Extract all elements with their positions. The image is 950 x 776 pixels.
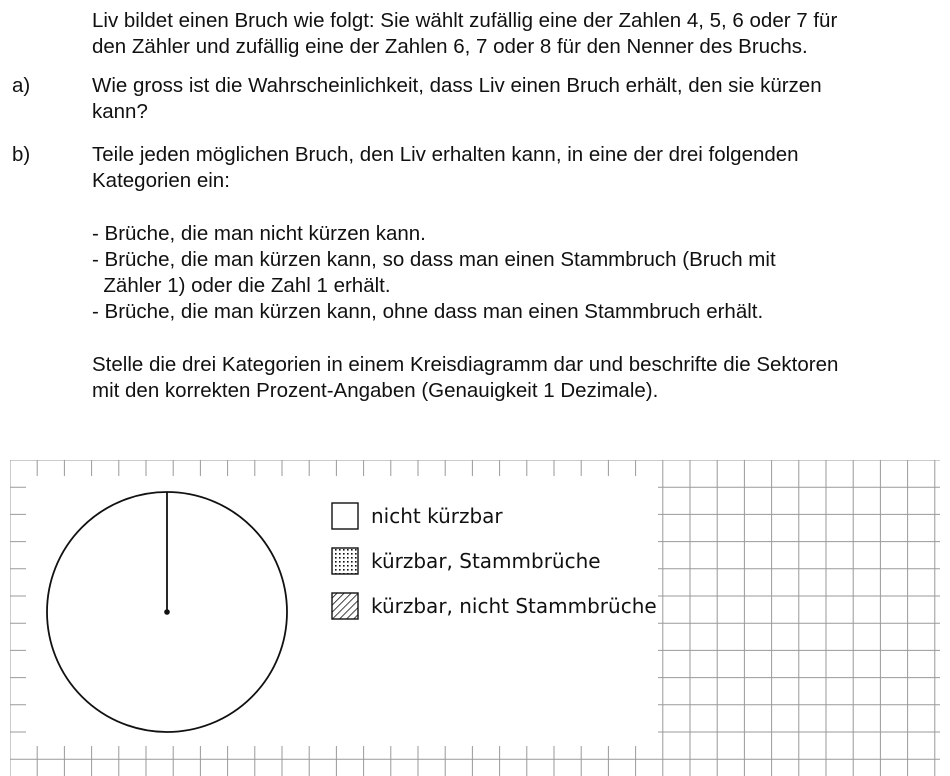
legend-label: kürzbar, Stammbrüche — [371, 549, 601, 573]
grid-worksheet — [10, 460, 940, 776]
legend-label: nicht kürzbar — [371, 504, 503, 528]
legend-swatch-hatched — [332, 593, 358, 619]
category-item: - Brüche, die man nicht kürzen kann. — [92, 222, 426, 245]
legend-item-not-reducible — [332, 503, 503, 529]
category-item: - Brüche, die man kürzen kann, ohne dass man einen Stammbruch erhält. — [92, 300, 764, 323]
category-item-continuation: Zähler 1) oder die Zahl 1 erhält. — [92, 274, 391, 297]
part-b-line-2: Kategorien ein: — [92, 169, 230, 192]
pie-chart-instruction — [92, 352, 942, 404]
part-b-line-1: Teile jeden möglichen Bruch, den Liv erhalten kann, in eine der drei folgenden — [92, 143, 799, 166]
category-item: - Brüche, die man kürzen kann, so dass man einen Stammbruch (Bruch mit — [92, 248, 776, 271]
category-list — [92, 221, 942, 325]
part-a-line-2: kann? — [92, 100, 148, 123]
legend-swatch-empty — [332, 503, 358, 529]
part-a-question — [92, 73, 942, 125]
legend-item-other-reducible — [332, 593, 657, 619]
intro-line-1: Liv bildet einen Bruch wie folgt: Sie wählt zufällig eine der Zahlen 4, 5, 6 oder 7 für — [92, 9, 838, 32]
instruction-line-2: mit den korrekten Prozent-Angaben (Genauigkeit 1 Dezimale). — [92, 379, 659, 402]
pie-center-point — [164, 609, 170, 615]
part-a-marker: a) — [12, 74, 31, 97]
intro-line-2: den Zähler und zufällig eine der Zahlen 6, 7 oder 8 für den Nenner des Bruchs. — [92, 35, 808, 58]
part-b-marker: b) — [12, 143, 31, 166]
intro-paragraph — [92, 8, 942, 60]
legend-label: kürzbar, nicht Stammbrüche — [371, 594, 657, 618]
instruction-line-1: Stelle die drei Kategorien in einem Kreisdiagramm dar und beschrifte die Sektoren — [92, 353, 839, 376]
legend-swatch-dotted — [332, 548, 358, 574]
part-a-line-1: Wie gross ist die Wahrscheinlichkeit, dass Liv einen Bruch erhält, den sie kürzen — [92, 74, 822, 97]
part-b-question — [92, 142, 942, 194]
answer-worksheet — [10, 460, 940, 776]
legend-item-unit-fractions — [332, 548, 601, 574]
